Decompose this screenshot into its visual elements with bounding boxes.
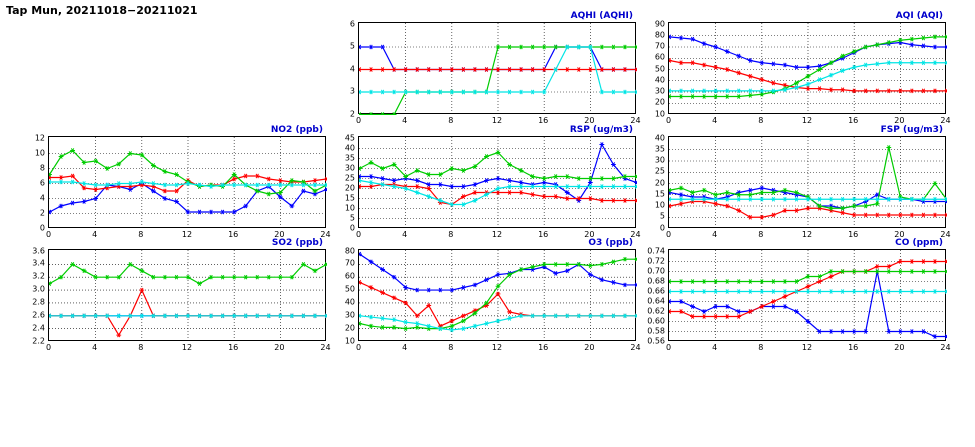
x-axis-tick-label: 0 xyxy=(45,343,52,352)
y-axis-tick-label: 0 xyxy=(39,223,45,232)
y-axis-tick-label: 25 xyxy=(344,173,355,182)
x-axis-tick-label: 12 xyxy=(181,343,193,352)
chart-title-aqhi: AQHI (AQHI) xyxy=(570,11,633,21)
y-axis-tick-label: 25 xyxy=(654,166,665,176)
x-axis-tick-label: 16 xyxy=(538,343,549,352)
x-axis-tick-label: 8 xyxy=(448,230,454,239)
x-axis-tick-label: 24 xyxy=(320,343,331,352)
y-axis-tick-label: 2 xyxy=(39,208,45,217)
y-axis-tick-label: 40 xyxy=(654,133,665,142)
chart-panel-rsp xyxy=(344,125,641,239)
y-axis-tick-label: 60 xyxy=(344,271,355,281)
chart-title-so2: SO2 (ppb) xyxy=(271,238,323,248)
x-axis-tick-label: 0 xyxy=(45,230,52,239)
plot-area-no2 xyxy=(48,125,326,228)
x-axis-tick-label: 12 xyxy=(491,116,503,125)
y-axis-tick-label: 0.66 xyxy=(647,286,665,295)
y-axis-tick-label: 6 xyxy=(349,19,355,28)
chart-panel-fsp xyxy=(654,125,951,239)
y-axis-tick-label: 70 xyxy=(654,41,665,51)
chart-title-o3: O3 (ppb) xyxy=(588,238,633,248)
y-axis-tick-label: 10 xyxy=(654,200,665,210)
y-axis-tick-label: 0 xyxy=(349,223,355,232)
x-axis-tick-label: 16 xyxy=(538,230,549,239)
y-axis-tick-label: 45 xyxy=(344,133,355,142)
y-axis-tick-label: 0.58 xyxy=(647,326,665,335)
chart-title-rsp: RSP (ug/m3) xyxy=(569,125,633,135)
chart-panel-aqi xyxy=(654,11,951,125)
chart-canvas-no2 xyxy=(49,137,327,229)
x-axis-tick-label: 12 xyxy=(801,230,813,239)
x-axis-tick-label: 24 xyxy=(940,116,951,125)
x-axis-tick-label: 4 xyxy=(92,230,98,239)
x-axis-tick-label: 12 xyxy=(491,343,503,352)
series-line-day3 xyxy=(50,151,327,195)
y-axis-tick-label: 2 xyxy=(349,109,355,118)
chart-title-co: CO (ppm) xyxy=(895,238,943,248)
y-axis-tick-label: 10 xyxy=(344,203,355,212)
x-axis-tick-label: 4 xyxy=(712,116,718,125)
y-axis-tick-label: 20 xyxy=(654,97,665,107)
x-axis-tick-label: 0 xyxy=(355,343,362,352)
x-axis-tick-label: 12 xyxy=(801,116,813,125)
y-axis-tick-label: 10 xyxy=(344,336,355,345)
y-axis-tick-label: 30 xyxy=(344,163,355,172)
chart-canvas-co xyxy=(669,250,947,342)
x-axis-tick-label: 12 xyxy=(181,230,193,239)
y-axis-tick-label: 35 xyxy=(344,153,355,162)
x-axis-tick-label: 20 xyxy=(584,116,595,125)
x-axis-tick-label: 0 xyxy=(665,343,672,352)
y-axis-tick-label: 80 xyxy=(654,30,665,40)
x-axis-tick-label: 16 xyxy=(538,116,549,125)
y-axis-tick-label: 20 xyxy=(654,178,665,187)
y-axis-tick-label: 4 xyxy=(39,193,45,202)
x-axis-tick-label: 8 xyxy=(448,116,454,125)
y-axis-tick-label: 10 xyxy=(34,148,45,157)
x-axis-tick-label: 16 xyxy=(848,230,859,239)
x-axis-tick-label: 24 xyxy=(630,230,641,239)
y-axis-tick-label: 30 xyxy=(654,86,665,96)
y-axis-tick-label: 3.0 xyxy=(32,284,45,294)
y-axis-tick-label: 2.8 xyxy=(32,297,45,307)
y-axis-tick-label: 30 xyxy=(344,310,355,320)
x-axis-tick-label: 20 xyxy=(584,343,595,352)
x-axis-tick-label: 20 xyxy=(584,230,595,239)
plot-area-o3 xyxy=(358,238,636,341)
x-axis-tick-label: 4 xyxy=(402,116,408,125)
x-axis-tick-label: 4 xyxy=(402,230,408,239)
y-axis-tick-label: 70 xyxy=(344,258,355,268)
x-axis-tick-label: 0 xyxy=(665,230,672,239)
chart-panel-o3 xyxy=(344,238,641,352)
y-axis-tick-label: 50 xyxy=(654,64,665,73)
x-axis-tick-label: 4 xyxy=(712,343,718,352)
x-axis-tick-label: 8 xyxy=(758,116,764,125)
page-title: Tap Mun, 20211018−20211021 xyxy=(6,4,198,17)
chart-title-fsp: FSP (ug/m3) xyxy=(880,125,943,135)
x-axis-tick-label: 24 xyxy=(630,116,641,125)
y-axis-tick-label: 2.4 xyxy=(32,323,45,333)
x-axis-tick-label: 16 xyxy=(848,343,859,352)
y-axis-tick-label: 5 xyxy=(349,41,355,51)
chart-panel-co xyxy=(647,238,951,352)
chart-canvas-fsp xyxy=(669,137,947,229)
y-axis-tick-label: 50 xyxy=(344,284,355,294)
y-axis-tick-label: 12 xyxy=(34,133,45,142)
plot-area-rsp xyxy=(358,125,636,228)
x-axis-tick-label: 20 xyxy=(274,230,285,239)
plot-area-aqhi xyxy=(358,11,636,114)
y-axis-tick-label: 2.2 xyxy=(32,336,45,345)
y-axis-tick-label: 0.62 xyxy=(647,306,665,315)
plot-area-fsp xyxy=(668,125,946,228)
x-axis-tick-label: 24 xyxy=(320,230,331,239)
y-axis-tick-label: 3 xyxy=(349,86,355,96)
x-axis-tick-label: 0 xyxy=(355,230,362,239)
x-axis-tick-label: 12 xyxy=(491,230,503,239)
y-axis-tick-label: 0.64 xyxy=(647,296,665,305)
y-axis-tick-label: 80 xyxy=(344,246,355,255)
y-axis-tick-label: 3.4 xyxy=(32,258,45,268)
x-axis-tick-label: 20 xyxy=(894,343,905,352)
y-axis-tick-label: 20 xyxy=(344,183,355,192)
x-axis-tick-label: 16 xyxy=(228,343,239,352)
x-axis-tick-label: 16 xyxy=(848,116,859,125)
x-axis-tick-label: 24 xyxy=(940,230,951,239)
x-axis-tick-label: 20 xyxy=(894,230,905,239)
x-axis-tick-label: 4 xyxy=(402,343,408,352)
x-axis-tick-label: 8 xyxy=(448,343,454,352)
y-axis-tick-label: 4 xyxy=(349,64,355,73)
plot-area-aqi xyxy=(668,11,946,114)
chart-panel-no2 xyxy=(34,125,331,239)
y-axis-tick-label: 0.70 xyxy=(647,266,665,275)
y-axis-tick-label: 0 xyxy=(659,223,665,232)
y-axis-tick-label: 0.72 xyxy=(647,256,665,265)
y-axis-tick-label: 6 xyxy=(39,178,45,187)
chart-title-aqi: AQI (AQI) xyxy=(895,11,943,21)
y-axis-tick-label: 5 xyxy=(349,213,355,222)
x-axis-tick-label: 4 xyxy=(92,343,98,352)
x-axis-tick-label: 4 xyxy=(712,230,718,239)
x-axis-tick-label: 20 xyxy=(894,116,905,125)
y-axis-tick-label: 5 xyxy=(659,211,665,221)
y-axis-tick-label: 30 xyxy=(654,155,665,165)
chart-canvas-aqi xyxy=(669,23,947,115)
x-axis-tick-label: 12 xyxy=(801,343,813,352)
y-axis-tick-label: 20 xyxy=(344,323,355,333)
y-axis-tick-label: 15 xyxy=(654,189,665,199)
y-axis-tick-label: 0.60 xyxy=(647,316,665,325)
plot-area-co xyxy=(668,238,946,341)
x-axis-tick-label: 20 xyxy=(274,343,285,352)
chart-panel-so2 xyxy=(32,238,331,352)
x-axis-tick-label: 24 xyxy=(940,343,951,352)
y-axis-tick-label: 90 xyxy=(654,19,665,28)
y-axis-tick-label: 10 xyxy=(654,109,665,118)
y-axis-tick-label: 3.2 xyxy=(32,271,45,281)
x-axis-tick-label: 8 xyxy=(758,230,764,239)
chart-canvas-so2 xyxy=(49,250,327,342)
y-axis-tick-label: 3.6 xyxy=(32,246,45,255)
y-axis-tick-label: 2.6 xyxy=(32,310,45,320)
chart-panel-aqhi xyxy=(349,11,641,125)
x-axis-tick-label: 0 xyxy=(665,116,672,125)
x-axis-tick-label: 8 xyxy=(138,230,144,239)
y-axis-tick-label: 0.56 xyxy=(647,336,665,345)
plot-area-so2 xyxy=(48,238,326,341)
y-axis-tick-label: 35 xyxy=(654,144,665,154)
chart-canvas-aqhi xyxy=(359,23,637,115)
y-axis-tick-label: 40 xyxy=(344,297,355,307)
y-axis-tick-label: 60 xyxy=(654,52,665,62)
series-markers-day1 xyxy=(359,142,637,202)
y-axis-tick-label: 0.74 xyxy=(647,246,665,255)
y-axis-tick-label: 0.68 xyxy=(647,276,665,285)
x-axis-tick-label: 8 xyxy=(758,343,764,352)
chart-canvas-rsp xyxy=(359,137,637,229)
y-axis-tick-label: 40 xyxy=(654,75,665,85)
chart-canvas-o3 xyxy=(359,250,637,342)
y-axis-tick-label: 8 xyxy=(39,163,45,172)
x-axis-tick-label: 16 xyxy=(228,230,239,239)
x-axis-tick-label: 24 xyxy=(630,343,641,352)
chart-title-no2: NO2 (ppb) xyxy=(270,125,323,135)
y-axis-tick-label: 15 xyxy=(344,193,355,202)
y-axis-tick-label: 40 xyxy=(344,143,355,152)
x-axis-tick-label: 0 xyxy=(355,116,362,125)
x-axis-tick-label: 8 xyxy=(138,343,144,352)
